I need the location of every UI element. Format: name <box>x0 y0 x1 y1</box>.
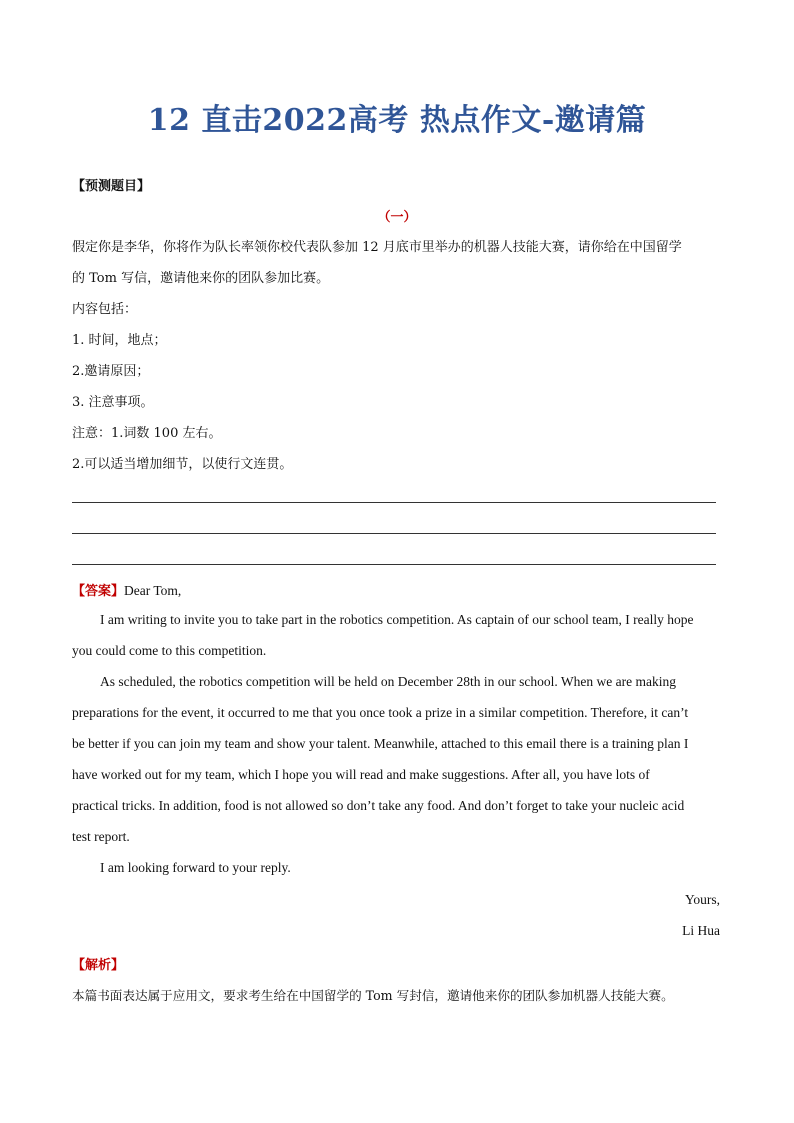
content-label: 内容包括： <box>72 302 138 317</box>
analysis-label: 【解析】 <box>72 958 125 973</box>
section-heading: 【预测题目】 <box>72 179 151 194</box>
answer-line: test report. <box>72 829 130 844</box>
writing-line <box>72 502 716 503</box>
answer-line: As scheduled, the robotics competition will be held on December 28th in our school. When we are making <box>100 674 676 689</box>
writing-line <box>72 533 716 534</box>
prompt-item-1: 1. 时间，地点； <box>72 333 167 348</box>
letter-closing: Yours, <box>684 892 720 907</box>
prompt-line-1: 假定你是李华，你将作为队长率领你校代表队参加 12 月底市里举办的机器人技能大赛，请你给在中国留学 <box>72 240 682 255</box>
prompt-line-2: 的 Tom 写信，邀请他来你的团队参加比赛。 <box>72 271 330 286</box>
sub-heading: （一） <box>377 210 417 225</box>
note-1: 注意：1.词数 100 左右。 <box>72 426 222 441</box>
note-2: 2.可以适当增加细节，以使行文连贯。 <box>72 457 293 472</box>
analysis-text: 本篇书面表达属于应用文，要求考生给在中国留学的 Tom 写封信，邀请他来你的团队参加机器人技能大赛。 <box>72 988 674 1003</box>
prompt-item-2: 2.邀请原因； <box>72 364 150 379</box>
answer-greeting: Dear Tom, <box>124 583 182 598</box>
answer-label: 【答案】 <box>72 584 125 599</box>
prompt-item-3: 3. 注意事项。 <box>72 395 154 410</box>
answer-line: you could come to this competition. <box>72 643 267 658</box>
answer-line: be better if you can join my team and show your talent. Meanwhile, attached to this email there is a training plan I <box>72 736 689 751</box>
letter-signature: Li Hua <box>682 923 720 938</box>
answer-greeting-line <box>72 580 181 599</box>
answer-line: I am writing to invite you to take part in the robotics competition. As captain of our school team, I really hope <box>100 612 694 627</box>
page-title: 12 直击2022高考 热点作文-邀请篇 <box>147 103 647 138</box>
writing-line <box>72 564 716 565</box>
answer-line: preparations for the event, it occurred to me that you once took a prize in a similar competition. Therefore, it can’t <box>72 705 689 720</box>
answer-line: practical tricks. In addition, food is not allowed so don’t take any food. And don’t forget to take your nucleic acid <box>72 798 685 813</box>
answer-line: I am looking forward to your reply. <box>100 860 291 875</box>
answer-line: have worked out for my team, which I hope you will read and make suggestions. After all, you have lots of <box>72 767 650 782</box>
